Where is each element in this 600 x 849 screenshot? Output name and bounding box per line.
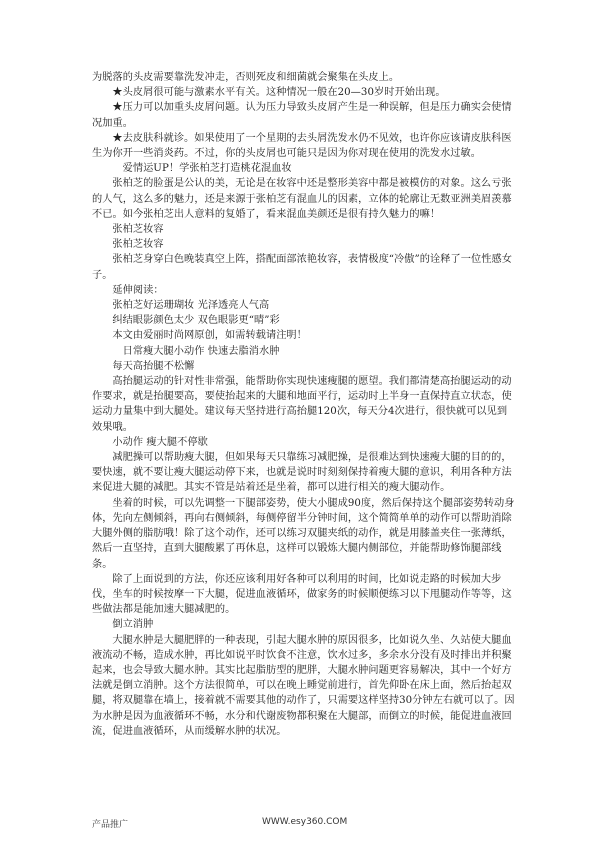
article-body: [92, 70, 516, 739]
paragraph: 日常瘦大腿小动作 快速去脂消水肿: [122, 345, 280, 357]
paragraph: ★去皮肤科就诊。如果使用了一个星期的去头屑洗发水仍不见效，也许你应该请皮肤科医生为你开一些消炎药。不过，你的头皮屑也可能只是因为你对现在使用的洗发水过敏。: [92, 132, 512, 160]
paragraph: 本文由爱丽时尚网原创，如需转载请注明！: [112, 330, 307, 342]
paragraph: 张柏芝妆容: [112, 224, 164, 236]
footer-label: 产品推广: [92, 820, 129, 830]
paragraph: 倒立消肿: [112, 619, 154, 631]
paragraph: 大腿水肿是大腿肥胖的一种表现，引起大腿水肿的原因很多，比如说久坐、久站使大腿血液流动不畅，造成水肿，再比如说平时饮食不注意，饮水过多，多余水分没有及时排出并积聚起来，也会导致大腿水肿。其实比起脂肪型的肥胖，大腿水肿问题更容易解决，其中一个好方法就是倒立消肿。这个方法很简单，可以在晚上睡觉前进行，首先仰卧在床上面，然后抬起双腿，将双腿靠在墙上，接着就不需要其他的动作了，只需要这样坚持30分钟左右就可以了。因为水肿是因为血液循环不畅，水分和代谢废物都积聚在大腿部，而倒立的时候，能促进血液回流，促进血液循环，从而缓解水肿的状况。: [92, 634, 515, 737]
paragraph: ★压力可以加重头皮屑问题。认为压力导致头皮屑产生是一种误解，但是压力确实会使情况加重。: [92, 102, 512, 129]
paragraph: 除了上面说到的方法，你还应该利用好各种可以利用的时间，比如说走路的时候加大步伐，坐车的时候按摩一下大腿，促进血液循环，做家务的时候顺便练习以下甩腿动作等等，这些做法都是能加速大腿减肥的。: [92, 573, 512, 616]
paragraph: 爱情运UP！学张柏芝打造桃花混血妆: [122, 163, 292, 175]
paragraph: 张柏芝身穿白色晚装真空上阵，搭配面部浓艳妆容，表情极度“冷傲”的诠释了一位性感女子。: [92, 254, 512, 281]
paragraph: 张柏芝妆容: [112, 239, 164, 251]
paragraph: 减肥操可以帮助瘦大腿，但如果每天只靠练习减肥操，是很难达到快速瘦大腿的目的的，要快速，就不要让瘦大腿运动停下来，也就是说时时刻刻保持着瘦大腿的意识，利用各种方法来促进大腿的减肥。其实不管是站着还是坐着，都可以进行相关的瘦大腿动作。: [92, 452, 512, 494]
paragraph: 张柏芝的脸蛋是公认的美，无论是在妆容中还是整形美容中都是被模仿的对象。这么亏张的人气，这么多的魅力，还是来源于张柏芝有混血儿的因素，立体的轮廓让无数亚洲美眉羡慕不已。如今张柏芝出人意料的复婚了，看来混血美颜还是很有持久魅力的嘛！: [92, 178, 512, 220]
paragraph: 张柏芝好运珊瑚妆 光泽透亮人气高: [112, 300, 270, 312]
paragraph: 每天高抬腿不松懈: [112, 360, 195, 372]
paragraph: 高抬腿运动的针对性非常强，能帮助你实现快速瘦腿的愿望。我们都清楚高抬腿运动的动作要求，就是抬腿要高，要使抬起来的大腿和地面平行，运动时上半身一直保持直立状态，使运动力量集中到大腿处。建议每天坚持进行高抬腿120次，每天分4次进行，很快就可以见到效果哦。: [92, 376, 512, 433]
paragraph: 延伸阅读：: [112, 284, 164, 296]
footer-website: WWW.esy360.COM: [262, 817, 348, 827]
paragraph: 为脱落的头皮需要靠洗发冲走，否则死皮和细菌就会聚集在头皮上。: [92, 72, 400, 83]
paragraph: 纠结眼影颜色太少 双色眼影更“晴”彩: [112, 315, 280, 327]
paragraph: 坐着的时候，可以先调整一下腿部姿势，使大小腿成90度，然后保持这个腿部姿势转动身体，先向左侧倾斜，再向右侧倾斜，每侧停留半分钟时间，这个简简单单的动作可以帮助消除大腿外侧的脂肪哦！除了这个动作，还可以练习双腿夹纸的动作，就是用膝盖夹住一张薄纸，然后一直坚持，直到大腿酸累了再休息，这样可以锻炼大腿内侧部位，并能帮助修饰腿部线条。: [92, 497, 515, 570]
paragraph: ★头皮屑很可能与激素水平有关。这种情况一般在20—30岁时开始出现。: [112, 87, 446, 99]
paragraph: 小动作 瘦大腿不停歇: [112, 436, 208, 448]
